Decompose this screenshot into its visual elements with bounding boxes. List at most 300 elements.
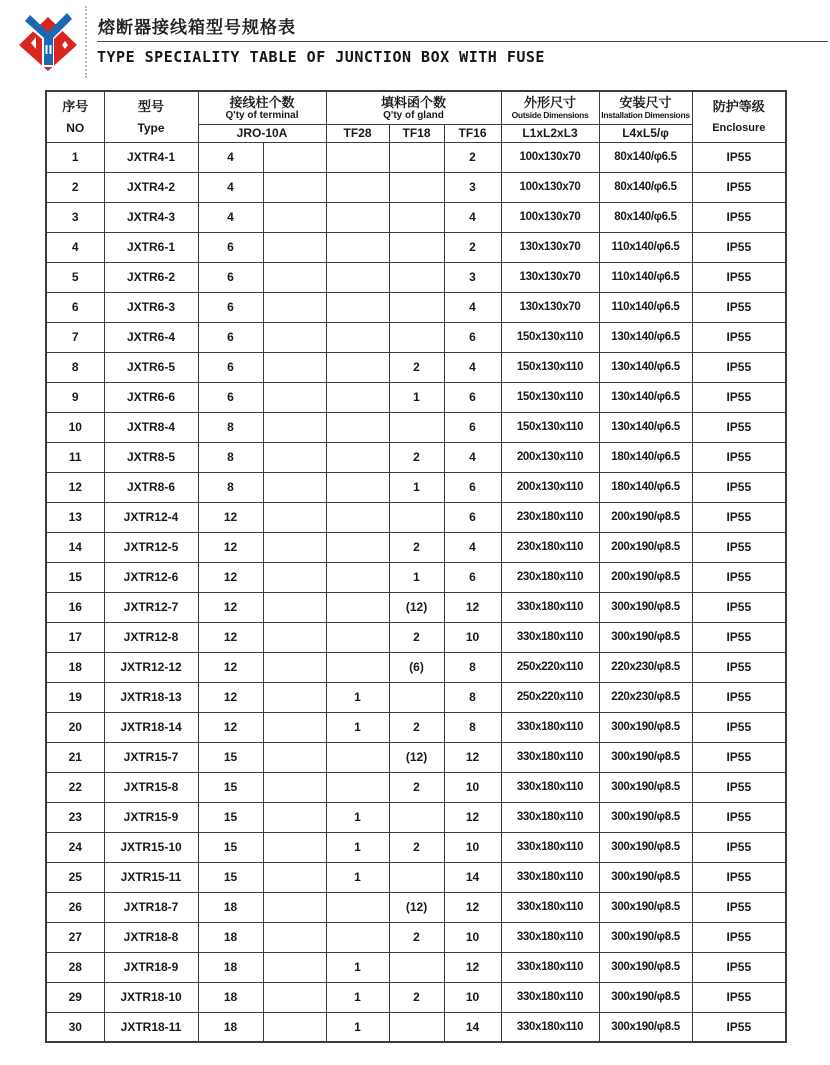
cell-terminal-qty: 12: [198, 532, 263, 562]
cell-no: 13: [46, 502, 104, 532]
cell-tf28: [326, 322, 389, 352]
cell-tf18: 2: [389, 772, 444, 802]
subheader-l1xl2xl3: L1xL2xL3: [501, 124, 599, 142]
cell-install-dim: 300x190/φ8.5: [599, 952, 692, 982]
cell-type: JXTR15-8: [104, 772, 198, 802]
cell-tf16: 12: [444, 952, 501, 982]
cell-tf16: 4: [444, 202, 501, 232]
cell-outside-dim: 230x180x110: [501, 532, 599, 562]
cell-tf28: 1: [326, 682, 389, 712]
cell-type: JXTR18-7: [104, 892, 198, 922]
col-header-install-zh: 安装尺寸: [619, 94, 672, 110]
cell-terminal-2: [263, 592, 326, 622]
table-row: [46, 682, 786, 712]
cell-type: JXTR18-9: [104, 952, 198, 982]
cell-enclosure: IP55: [692, 352, 786, 382]
cell-no: 24: [46, 832, 104, 862]
cell-tf16: 10: [444, 622, 501, 652]
cell-type: JXTR15-10: [104, 832, 198, 862]
cell-install-dim: 80x140/φ6.5: [599, 202, 692, 232]
cell-tf16: 12: [444, 802, 501, 832]
cell-terminal-2: [263, 712, 326, 742]
col-header-enclosure-en: Enclosure: [712, 122, 766, 135]
cell-terminal-2: [263, 442, 326, 472]
cell-outside-dim: 200x130x110: [501, 442, 599, 472]
cell-tf16: 8: [444, 682, 501, 712]
cell-outside-dim: 330x180x110: [501, 592, 599, 622]
cell-outside-dim: 330x180x110: [501, 1012, 599, 1042]
cell-no: 20: [46, 712, 104, 742]
cell-install-dim: 300x190/φ8.5: [599, 832, 692, 862]
cell-outside-dim: 330x180x110: [501, 742, 599, 772]
table-row: [46, 622, 786, 652]
col-header-gland-zh: 填料函个数: [381, 94, 447, 110]
cell-install-dim: 180x140/φ6.5: [599, 472, 692, 502]
cell-tf28: 1: [326, 1012, 389, 1042]
cell-tf16: 8: [444, 712, 501, 742]
col-header-terminal-en: Q'ty of terminal: [225, 109, 299, 121]
cell-tf28: [326, 262, 389, 292]
col-header-install-en: Installation Dimensions: [601, 109, 690, 120]
cell-no: 28: [46, 952, 104, 982]
cell-tf18: [389, 142, 444, 172]
cell-outside-dim: 330x180x110: [501, 832, 599, 862]
cell-enclosure: IP55: [692, 862, 786, 892]
cell-tf28: [326, 922, 389, 952]
cell-install-dim: 130x140/φ6.5: [599, 382, 692, 412]
cell-terminal-2: [263, 892, 326, 922]
cell-tf18: (12): [389, 892, 444, 922]
cell-terminal-2: [263, 802, 326, 832]
cell-tf16: 4: [444, 532, 501, 562]
cell-tf18: 1: [389, 562, 444, 592]
cell-install-dim: 300x190/φ8.5: [599, 1012, 692, 1042]
cell-terminal-2: [263, 322, 326, 352]
cell-tf16: 6: [444, 562, 501, 592]
cell-enclosure: IP55: [692, 202, 786, 232]
cell-enclosure: IP55: [692, 592, 786, 622]
table-row: [46, 952, 786, 982]
page-title-en: TYPE SPECIALITY TABLE OF JUNCTION BOX WITH FUSE: [97, 48, 545, 66]
cell-install-dim: 130x140/φ6.5: [599, 352, 692, 382]
cell-terminal-qty: 12: [198, 652, 263, 682]
table-row: [46, 862, 786, 892]
table-row: [46, 172, 786, 202]
cell-tf18: 2: [389, 922, 444, 952]
cell-tf28: [326, 442, 389, 472]
cell-tf28: 1: [326, 832, 389, 862]
cell-tf18: [389, 952, 444, 982]
cell-outside-dim: 330x180x110: [501, 892, 599, 922]
cell-terminal-qty: 12: [198, 622, 263, 652]
cell-no: 15: [46, 562, 104, 592]
cell-tf18: [389, 802, 444, 832]
cell-install-dim: 300x190/φ8.5: [599, 922, 692, 952]
cell-terminal-qty: 12: [198, 712, 263, 742]
cell-type: JXTR18-11: [104, 1012, 198, 1042]
table-row: [46, 142, 786, 172]
cell-enclosure: IP55: [692, 1012, 786, 1042]
cell-outside-dim: 250x220x110: [501, 682, 599, 712]
cell-enclosure: IP55: [692, 502, 786, 532]
col-header-no: [46, 91, 104, 142]
cell-type: JXTR12-7: [104, 592, 198, 622]
cell-enclosure: IP55: [692, 172, 786, 202]
cell-tf18: (12): [389, 592, 444, 622]
subheader-tf28: TF28: [326, 124, 389, 142]
cell-no: 2: [46, 172, 104, 202]
table-row: [46, 892, 786, 922]
cell-install-dim: 180x140/φ6.5: [599, 442, 692, 472]
cell-enclosure: IP55: [692, 382, 786, 412]
cell-terminal-2: [263, 352, 326, 382]
cell-type: JXTR6-2: [104, 262, 198, 292]
cell-type: JXTR6-4: [104, 322, 198, 352]
table-row: [46, 292, 786, 322]
cell-type: JXTR12-4: [104, 502, 198, 532]
cell-type: JXTR15-11: [104, 862, 198, 892]
cell-enclosure: IP55: [692, 712, 786, 742]
cell-outside-dim: 130x130x70: [501, 292, 599, 322]
cell-outside-dim: 330x180x110: [501, 622, 599, 652]
cell-tf16: 6: [444, 472, 501, 502]
cell-type: JXTR8-4: [104, 412, 198, 442]
subheader-jro-10a: JRO-10A: [198, 124, 326, 142]
cell-tf28: [326, 382, 389, 412]
cell-tf18: [389, 502, 444, 532]
cell-tf16: 10: [444, 922, 501, 952]
col-header-gland-en: Q'ty of gland: [383, 109, 444, 121]
cell-tf18: [389, 682, 444, 712]
cell-outside-dim: 330x180x110: [501, 982, 599, 1012]
cell-tf18: 1: [389, 382, 444, 412]
cell-tf16: 3: [444, 172, 501, 202]
cell-no: 23: [46, 802, 104, 832]
cell-install-dim: 80x140/φ6.5: [599, 172, 692, 202]
cell-no: 4: [46, 232, 104, 262]
cell-tf18: [389, 322, 444, 352]
cell-outside-dim: 230x180x110: [501, 502, 599, 532]
cell-tf18: 2: [389, 352, 444, 382]
table-row: [46, 742, 786, 772]
cell-type: JXTR8-5: [104, 442, 198, 472]
cell-tf28: [326, 502, 389, 532]
cell-outside-dim: 200x130x110: [501, 472, 599, 502]
cell-tf18: 2: [389, 712, 444, 742]
cell-install-dim: 300x190/φ8.5: [599, 862, 692, 892]
cell-tf28: 1: [326, 862, 389, 892]
cell-terminal-2: [263, 772, 326, 802]
cell-no: 7: [46, 322, 104, 352]
col-header-no-en: NO: [66, 121, 85, 136]
cell-terminal-2: [263, 922, 326, 952]
cell-type: JXTR4-3: [104, 202, 198, 232]
cell-tf18: 1: [389, 472, 444, 502]
cell-terminal-qty: 4: [198, 172, 263, 202]
col-header-enclosure: [692, 91, 786, 142]
cell-enclosure: IP55: [692, 532, 786, 562]
cell-install-dim: 80x140/φ6.5: [599, 142, 692, 172]
table-row: [46, 772, 786, 802]
cell-tf28: [326, 892, 389, 922]
cell-install-dim: 110x140/φ6.5: [599, 262, 692, 292]
cell-tf16: 4: [444, 352, 501, 382]
cell-type: JXTR18-13: [104, 682, 198, 712]
cell-terminal-2: [263, 142, 326, 172]
cell-outside-dim: 330x180x110: [501, 802, 599, 832]
cell-type: JXTR6-6: [104, 382, 198, 412]
col-header-terminal: [198, 91, 326, 124]
spec-table: [45, 90, 787, 1043]
cell-outside-dim: 130x130x70: [501, 232, 599, 262]
cell-terminal-qty: 18: [198, 1012, 263, 1042]
table-row: [46, 562, 786, 592]
cell-tf28: [326, 772, 389, 802]
cell-no: 16: [46, 592, 104, 622]
cell-enclosure: IP55: [692, 772, 786, 802]
cell-terminal-qty: 6: [198, 262, 263, 292]
cell-type: JXTR15-9: [104, 802, 198, 832]
cell-no: 18: [46, 652, 104, 682]
cell-terminal-qty: 15: [198, 742, 263, 772]
col-header-outside: [501, 91, 599, 124]
table-row: [46, 712, 786, 742]
cell-install-dim: 300x190/φ8.5: [599, 772, 692, 802]
cell-tf28: [326, 232, 389, 262]
cell-terminal-qty: 15: [198, 862, 263, 892]
cell-enclosure: IP55: [692, 652, 786, 682]
cell-enclosure: IP55: [692, 952, 786, 982]
cell-terminal-qty: 8: [198, 472, 263, 502]
cell-type: JXTR8-6: [104, 472, 198, 502]
cell-no: 9: [46, 382, 104, 412]
cell-outside-dim: 230x180x110: [501, 562, 599, 592]
cell-terminal-qty: 12: [198, 562, 263, 592]
cell-type: JXTR4-1: [104, 142, 198, 172]
cell-install-dim: 200x190/φ8.5: [599, 532, 692, 562]
cell-install-dim: 300x190/φ8.5: [599, 982, 692, 1012]
cell-outside-dim: 330x180x110: [501, 772, 599, 802]
cell-type: JXTR6-3: [104, 292, 198, 322]
table-row: [46, 202, 786, 232]
col-header-terminal-zh: 接线柱个数: [229, 94, 295, 110]
cell-no: 29: [46, 982, 104, 1012]
subheader-l4xl5: L4xL5/φ: [599, 124, 692, 142]
table-row: [46, 832, 786, 862]
cell-enclosure: IP55: [692, 292, 786, 322]
cell-outside-dim: 330x180x110: [501, 862, 599, 892]
cell-tf28: [326, 202, 389, 232]
cell-terminal-2: [263, 982, 326, 1012]
cell-tf18: 2: [389, 532, 444, 562]
cell-tf28: [326, 652, 389, 682]
cell-install-dim: 300x190/φ8.5: [599, 592, 692, 622]
cell-no: 22: [46, 772, 104, 802]
cell-enclosure: IP55: [692, 232, 786, 262]
cell-tf28: 1: [326, 712, 389, 742]
header-divider: [85, 6, 87, 78]
company-logo-icon: [13, 7, 83, 75]
cell-tf16: 12: [444, 742, 501, 772]
cell-terminal-qty: 6: [198, 322, 263, 352]
cell-no: 26: [46, 892, 104, 922]
cell-terminal-qty: 4: [198, 142, 263, 172]
cell-outside-dim: 100x130x70: [501, 172, 599, 202]
cell-type: JXTR12-5: [104, 532, 198, 562]
cell-install-dim: 110x140/φ6.5: [599, 232, 692, 262]
cell-terminal-qty: 12: [198, 592, 263, 622]
cell-enclosure: IP55: [692, 412, 786, 442]
cell-enclosure: IP55: [692, 982, 786, 1012]
cell-type: JXTR18-8: [104, 922, 198, 952]
cell-install-dim: 300x190/φ8.5: [599, 892, 692, 922]
cell-enclosure: IP55: [692, 472, 786, 502]
cell-outside-dim: 150x130x110: [501, 382, 599, 412]
cell-tf18: (12): [389, 742, 444, 772]
cell-tf18: [389, 262, 444, 292]
cell-tf16: 14: [444, 862, 501, 892]
cell-tf18: [389, 202, 444, 232]
col-header-enclosure-zh: 防护等级: [712, 99, 765, 115]
cell-enclosure: IP55: [692, 682, 786, 712]
cell-no: 8: [46, 352, 104, 382]
subheader-tf16: TF16: [444, 124, 501, 142]
table-row: [46, 532, 786, 562]
cell-tf18: 2: [389, 622, 444, 652]
table-row: [46, 652, 786, 682]
cell-no: 6: [46, 292, 104, 322]
cell-terminal-2: [263, 412, 326, 442]
cell-terminal-2: [263, 262, 326, 292]
cell-tf16: 6: [444, 412, 501, 442]
cell-tf28: [326, 352, 389, 382]
cell-no: 12: [46, 472, 104, 502]
cell-tf18: 2: [389, 442, 444, 472]
cell-type: JXTR18-14: [104, 712, 198, 742]
cell-terminal-2: [263, 862, 326, 892]
cell-tf18: (6): [389, 652, 444, 682]
company-logo: [13, 7, 83, 75]
table-row: [46, 592, 786, 622]
cell-install-dim: 220x230/φ8.5: [599, 682, 692, 712]
cell-terminal-qty: 15: [198, 832, 263, 862]
table-row: [46, 982, 786, 1012]
cell-install-dim: 110x140/φ6.5: [599, 292, 692, 322]
cell-tf16: 10: [444, 832, 501, 862]
col-header-type-zh: 型号: [137, 99, 164, 115]
cell-terminal-qty: 18: [198, 922, 263, 952]
cell-install-dim: 130x140/φ6.5: [599, 412, 692, 442]
cell-type: JXTR15-7: [104, 742, 198, 772]
cell-type: JXTR18-10: [104, 982, 198, 1012]
subheader-tf18: TF18: [389, 124, 444, 142]
col-header-type-en: Type: [137, 121, 165, 136]
cell-install-dim: 300x190/φ8.5: [599, 802, 692, 832]
cell-tf18: 2: [389, 982, 444, 1012]
cell-outside-dim: 100x130x70: [501, 142, 599, 172]
cell-tf16: 12: [444, 892, 501, 922]
cell-no: 10: [46, 412, 104, 442]
cell-install-dim: 200x190/φ8.5: [599, 502, 692, 532]
cell-tf16: 6: [444, 322, 501, 352]
cell-tf18: [389, 862, 444, 892]
cell-terminal-qty: 15: [198, 772, 263, 802]
cell-terminal-2: [263, 622, 326, 652]
table-row: [46, 232, 786, 262]
cell-type: JXTR6-5: [104, 352, 198, 382]
cell-tf18: [389, 412, 444, 442]
cell-outside-dim: 150x130x110: [501, 412, 599, 442]
table-row: [46, 922, 786, 952]
cell-enclosure: IP55: [692, 262, 786, 292]
cell-terminal-qty: 12: [198, 682, 263, 712]
cell-no: 25: [46, 862, 104, 892]
cell-terminal-qty: 8: [198, 442, 263, 472]
cell-type: JXTR12-12: [104, 652, 198, 682]
cell-tf16: 10: [444, 772, 501, 802]
cell-tf18: 2: [389, 832, 444, 862]
table-row: [46, 472, 786, 502]
cell-no: 1: [46, 142, 104, 172]
cell-tf28: 1: [326, 952, 389, 982]
cell-type: JXTR6-1: [104, 232, 198, 262]
cell-install-dim: 300x190/φ8.5: [599, 742, 692, 772]
cell-tf16: 12: [444, 592, 501, 622]
cell-outside-dim: 330x180x110: [501, 952, 599, 982]
cell-terminal-qty: 15: [198, 802, 263, 832]
cell-terminal-2: [263, 832, 326, 862]
cell-tf18: [389, 1012, 444, 1042]
cell-terminal-2: [263, 1012, 326, 1042]
cell-no: 11: [46, 442, 104, 472]
cell-no: 21: [46, 742, 104, 772]
spec-table-body: [46, 142, 786, 1042]
cell-tf18: [389, 172, 444, 202]
cell-tf16: 2: [444, 142, 501, 172]
cell-terminal-2: [263, 292, 326, 322]
cell-outside-dim: 330x180x110: [501, 922, 599, 952]
col-header-type: [104, 91, 198, 142]
col-header-no-zh: 序号: [62, 99, 89, 115]
cell-no: 27: [46, 922, 104, 952]
cell-terminal-qty: 6: [198, 232, 263, 262]
cell-outside-dim: 150x130x110: [501, 322, 599, 352]
cell-install-dim: 200x190/φ8.5: [599, 562, 692, 592]
table-row: [46, 442, 786, 472]
title-underline: [97, 41, 828, 42]
cell-tf28: [326, 622, 389, 652]
cell-tf16: 14: [444, 1012, 501, 1042]
cell-type: JXTR12-6: [104, 562, 198, 592]
cell-tf18: [389, 232, 444, 262]
cell-no: 17: [46, 622, 104, 652]
cell-enclosure: IP55: [692, 142, 786, 172]
cell-tf16: 3: [444, 262, 501, 292]
cell-tf28: [326, 592, 389, 622]
cell-outside-dim: 150x130x110: [501, 352, 599, 382]
cell-tf16: 4: [444, 442, 501, 472]
cell-enclosure: IP55: [692, 442, 786, 472]
cell-terminal-2: [263, 562, 326, 592]
cell-type: JXTR4-2: [104, 172, 198, 202]
cell-terminal-2: [263, 472, 326, 502]
cell-tf16: 2: [444, 232, 501, 262]
cell-terminal-2: [263, 742, 326, 772]
cell-terminal-2: [263, 952, 326, 982]
cell-tf28: [326, 742, 389, 772]
cell-terminal-2: [263, 232, 326, 262]
cell-enclosure: IP55: [692, 622, 786, 652]
